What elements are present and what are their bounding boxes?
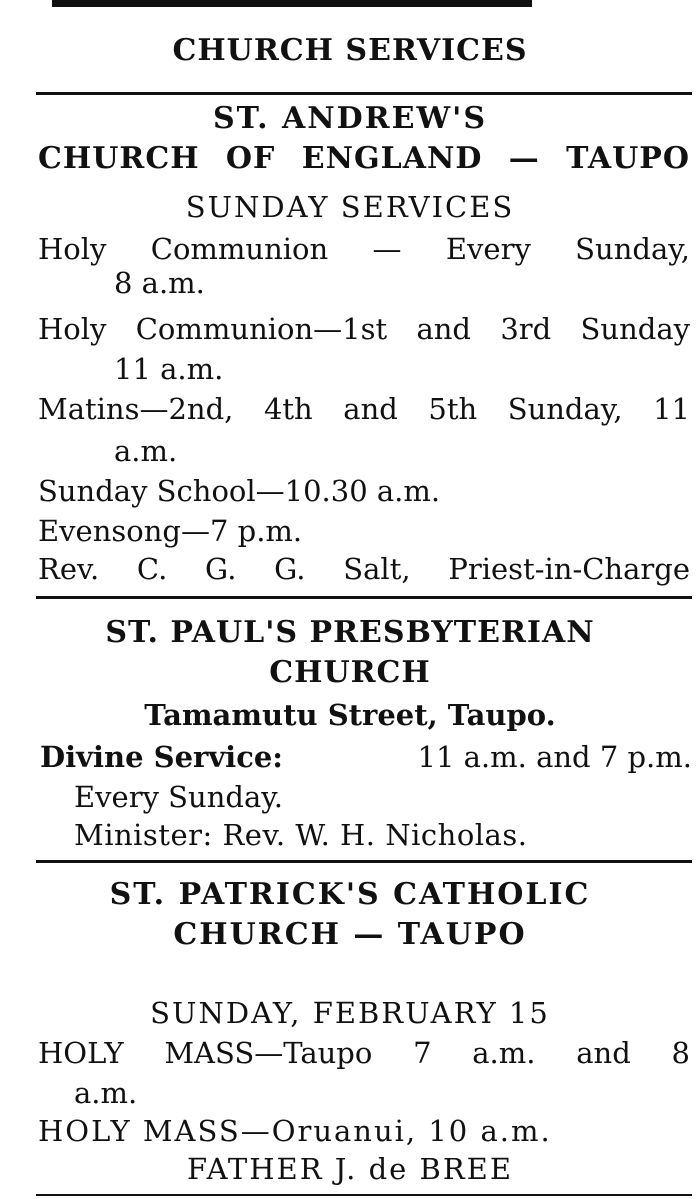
anglican-service-line: Holy Communion — Every Sunday,: [38, 232, 690, 266]
anglican-name-line2: CHURCH OF ENGLAND — TAUPO: [38, 141, 690, 176]
page-heading: CHURCH SERVICES: [172, 33, 528, 68]
anglican-service-line: Holy Communion—1st and 3rd Sunday: [38, 312, 690, 346]
presbyterian-name-line1: ST. PAUL'S PRESBYTERIAN: [105, 615, 595, 650]
anglican-priest-line: Rev. C. G. G. Salt, Priest-in-Charge: [38, 552, 690, 586]
divider-heading: [36, 92, 692, 95]
anglican-service-line: Evensong—7 p.m.: [38, 514, 303, 548]
presbyterian-service-label: Divine Service:: [40, 740, 284, 774]
catholic-name-line2: CHURCH — TAUPO: [173, 917, 527, 952]
divider-presbyterian: [36, 860, 692, 863]
anglican-service-line: Sunday School—10.30 a.m.: [38, 474, 441, 508]
catholic-name-line1: ST. PATRICK'S CATHOLIC: [109, 877, 591, 912]
presbyterian-frequency: Every Sunday.: [74, 780, 284, 814]
anglican-service-line: 8 a.m.: [114, 266, 205, 300]
divider-bottom: [36, 1194, 692, 1196]
catholic-mass-line: HOLY MASS—Taupo 7 a.m. and 8: [38, 1036, 690, 1070]
anglican-subheading: SUNDAY SERVICES: [185, 190, 515, 224]
catholic-mass-line: a.m.: [74, 1076, 138, 1110]
presbyterian-address: Tamamutu Street, Taupo.: [144, 698, 556, 732]
top-border-fragment: [52, 0, 532, 7]
anglican-service-line: a.m.: [114, 434, 178, 468]
presbyterian-minister: Minister: Rev. W. H. Nicholas.: [74, 818, 528, 852]
anglican-name-line1: ST. ANDREW'S: [212, 101, 488, 136]
presbyterian-name-line2: CHURCH: [269, 655, 431, 690]
anglican-service-line: Matins—2nd, 4th and 5th Sunday, 11: [38, 392, 690, 426]
catholic-date: SUNDAY, FEBRUARY 15: [150, 996, 550, 1030]
catholic-priest: FATHER J. de BREE: [186, 1152, 514, 1186]
divider-anglican: [36, 596, 692, 599]
presbyterian-service-row: [40, 740, 692, 774]
presbyterian-service-times: 11 a.m. and 7 p.m.: [417, 740, 692, 774]
catholic-mass-line: HOLY MASS—Oruanui, 10 a.m.: [38, 1114, 552, 1148]
anglican-service-line: 11 a.m.: [114, 352, 224, 386]
